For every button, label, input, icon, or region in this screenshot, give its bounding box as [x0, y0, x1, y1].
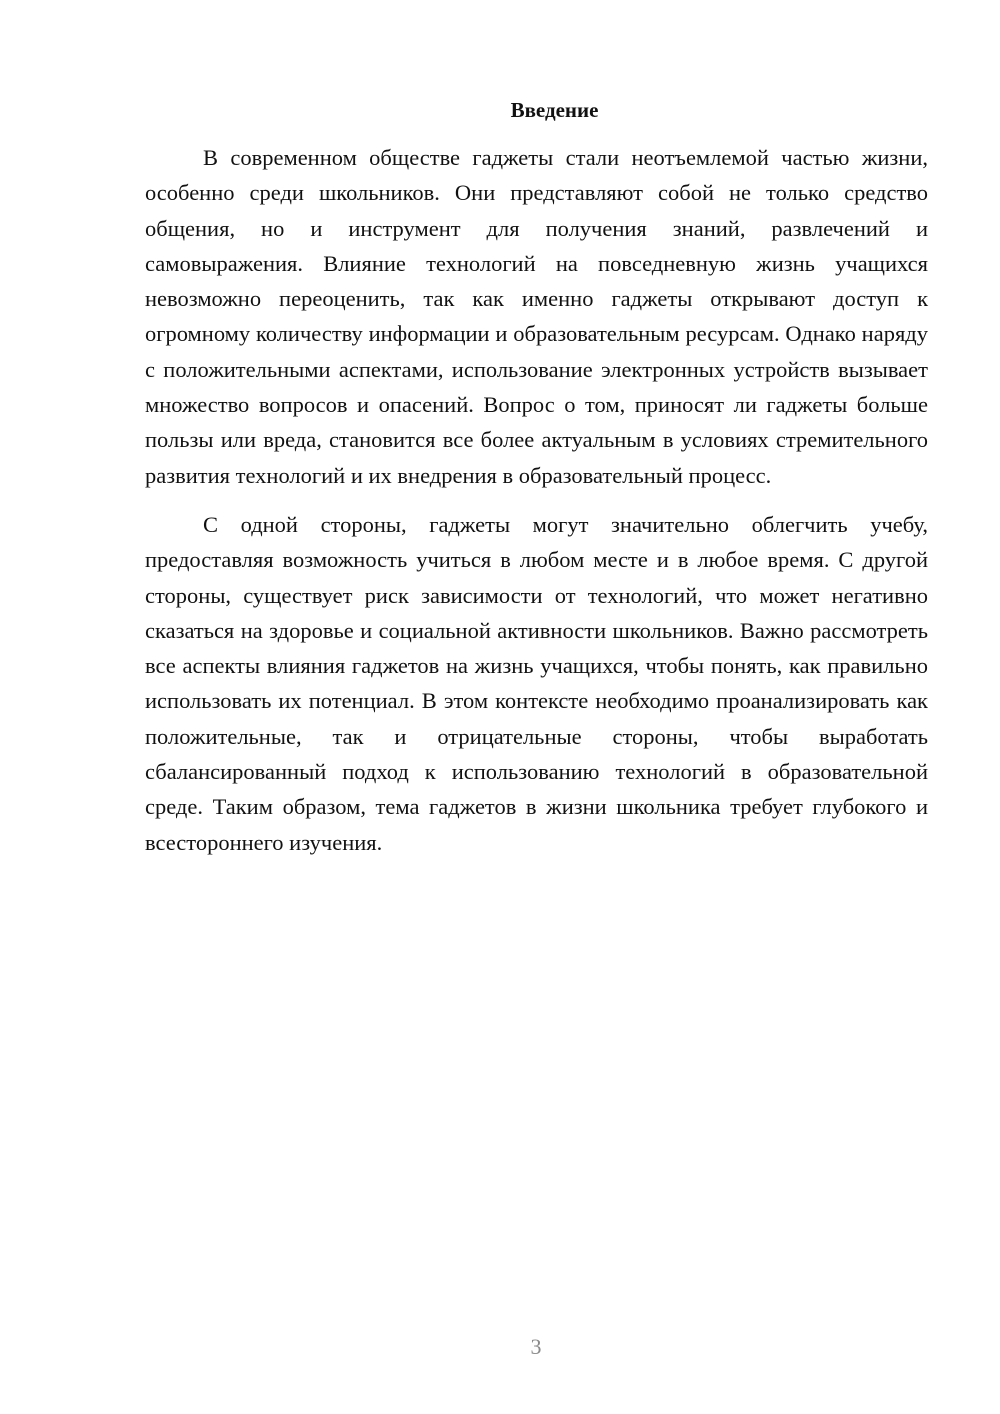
paragraph-2: С одной стороны, гаджеты могут значительно облегчить учебу, предоставляя возможность учиться в любом месте и в любое время. С другой стороны, существует риск зависимости от технологий, что может негативно сказаться на здоровье и социальной активности школьников. Важно рассмотреть все аспекты влияния гаджетов на жизнь учащихся, чтобы понять, как правильно использовать их потенциал. В этом контексте необходимо проанализировать как положительные, так и отрицательные стороны, чтобы выработать сбалансированный подход к использованию технологий в образовательной среде. Таким образом, тема гаджетов в жизни школьника требует глубокого и всестороннего изучения. — [145, 511, 928, 855]
page-content — [145, 96, 928, 860]
page-number: 3 — [530, 1334, 542, 1359]
paragraph-1: В современном обществе гаджеты стали неотъемлемой частью жизни, особенно среди школьников. Они представляют собой не только средство общения, но и инструмент для получения знаний, развлечений и самовыражения. Влияние технологий на повседневную жизнь учащихся невозможно переоценить, так как именно гаджеты открывают доступ к огромному количеству информации и образовательным ресурсам. Однако наряду с положительными аспектами, использование электронных устройств вызывает множество вопросов и опасений. Вопрос о том, приносят ли гаджеты больше пользы или вреда, становится все более актуальным в условиях стремительного развития технологий и их внедрения в образовательный процесс. — [145, 145, 928, 488]
section-heading: Введение — [510, 98, 599, 122]
